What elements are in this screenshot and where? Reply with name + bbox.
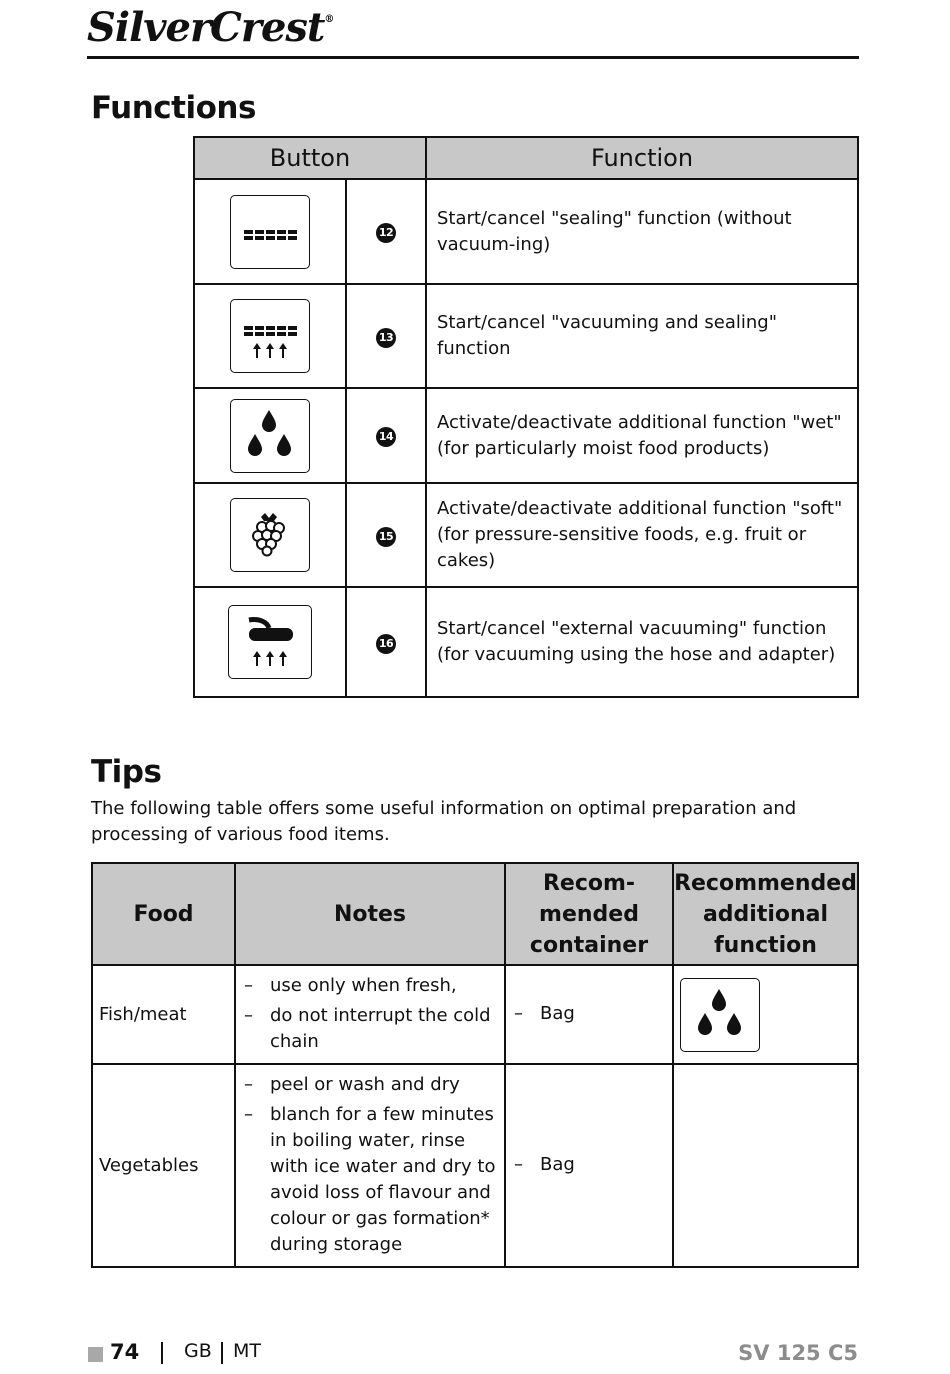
note-item: – use only when fresh,	[244, 973, 500, 999]
functions-table	[193, 136, 859, 698]
tips-table	[91, 862, 859, 1268]
page-number: 74	[110, 1340, 140, 1364]
col-notes: Notes	[235, 863, 505, 965]
container-item: – Bag	[514, 1001, 668, 1027]
notes-list	[236, 966, 504, 1063]
footer-separator	[221, 1342, 223, 1364]
container-list	[506, 1145, 672, 1186]
external-vacuum-icon	[228, 605, 312, 679]
function-description: Activate/deactivate additional function "soft" (for pressure-sensitive foods, e.g. fruit or cakes)	[426, 483, 858, 587]
empty-function-cell	[673, 1064, 858, 1267]
footer-separator	[161, 1342, 163, 1364]
function-description: Start/cancel "external vacuuming" function (for vacuuming using the hose and adapter)	[426, 587, 858, 697]
soft-berry-icon	[230, 498, 310, 572]
callout-number: 14	[376, 427, 396, 447]
function-row-15	[194, 483, 858, 587]
function-row-12	[194, 179, 858, 284]
col-container: Recom-mended container	[505, 863, 673, 965]
function-row-13	[194, 284, 858, 388]
col-function: Function	[426, 137, 858, 179]
notes-list	[236, 1065, 504, 1266]
wet-drops-icon	[230, 399, 310, 473]
col-additional-function: Recommended additional function	[673, 863, 858, 965]
callout-number: 15	[376, 527, 396, 547]
col-button: Button	[194, 137, 426, 179]
container-item: – Bag	[514, 1152, 668, 1178]
sealing-icon	[230, 195, 310, 269]
tips-row-fish-meat	[92, 965, 858, 1064]
function-description: Start/cancel "vacuuming and sealing" function	[426, 284, 858, 388]
function-row-16	[194, 587, 858, 697]
callout-number: 16	[376, 634, 396, 654]
tips-title: Tips	[91, 754, 162, 790]
language-code: GB	[184, 1340, 212, 1362]
function-description: Start/cancel "sealing" function (without vacuum-ing)	[426, 179, 858, 284]
wet-drops-icon	[680, 978, 760, 1052]
tips-row-vegetables	[92, 1064, 858, 1267]
functions-title: Functions	[91, 90, 256, 126]
food-name: Vegetables	[92, 1064, 235, 1267]
header-rule	[87, 56, 859, 59]
model-number: SV 125 C5	[738, 1341, 858, 1365]
brand-logo: SilverCrest®	[87, 4, 334, 51]
vacuum-seal-icon	[230, 299, 310, 373]
note-item: – do not interrupt the cold chain	[244, 1003, 500, 1055]
col-food: Food	[92, 863, 235, 965]
language-code: MT	[233, 1340, 261, 1362]
callout-number: 12	[376, 223, 396, 243]
function-description: Activate/deactivate additional function "wet" (for particularly moist food products)	[426, 388, 858, 483]
note-item: – blanch for a few minutes in boiling water, rinse with ice water and dry to avoid loss of flavour and colour or gas formation* during storage	[244, 1102, 500, 1258]
function-row-14	[194, 388, 858, 483]
page-marker	[88, 1347, 103, 1362]
tips-intro: The following table offers some useful information on optimal preparation and processing of various food items.	[91, 798, 797, 845]
container-list	[506, 994, 672, 1035]
food-name: Fish/meat	[92, 965, 235, 1064]
callout-number: 13	[376, 328, 396, 348]
note-item: – peel or wash and dry	[244, 1072, 500, 1098]
